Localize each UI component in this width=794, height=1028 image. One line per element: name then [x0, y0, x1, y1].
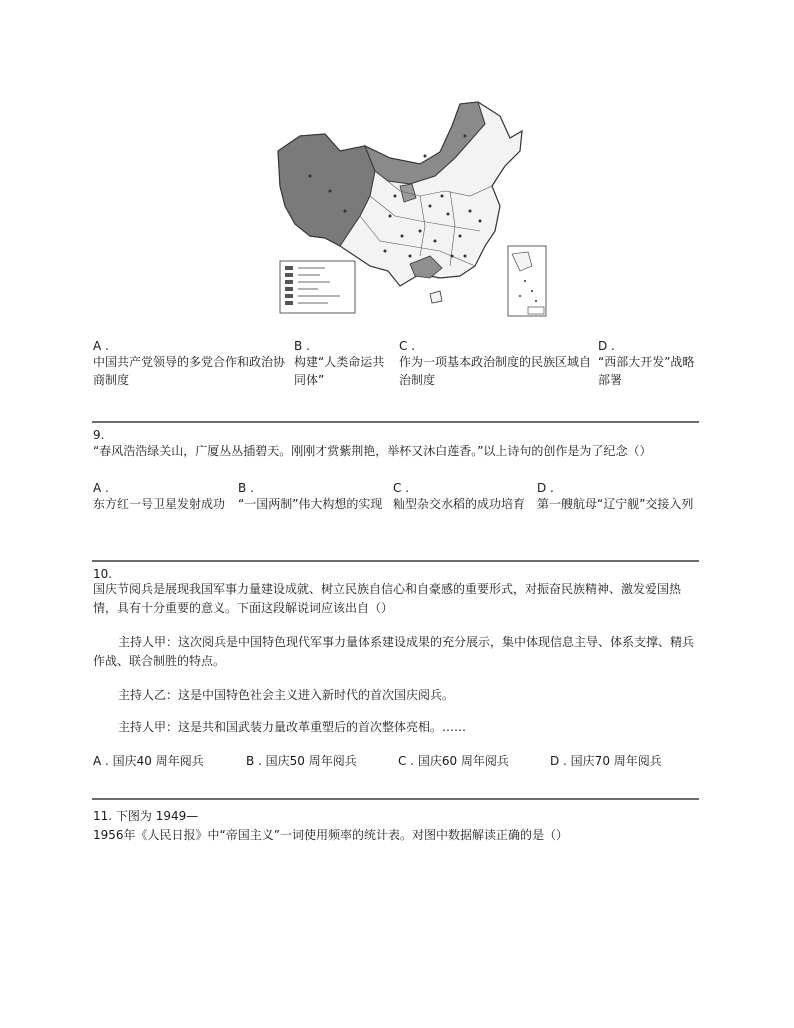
divider-q8-q9: [92, 421, 699, 423]
q8-option-c-text: 作为一项基本政治制度的民族区域自治制度: [399, 355, 592, 387]
q8-option-a[interactable]: [93, 339, 288, 389]
q8-option-d-text: “西部大开发”战略部署: [598, 355, 695, 387]
q9-option-c-letter: C .: [393, 481, 410, 495]
china-map-figure: [270, 96, 550, 321]
q10-options: [93, 752, 703, 772]
q8-option-b-letter: B .: [294, 339, 310, 353]
q10-option-c[interactable]: C . 国庆60 周年阅兵: [398, 754, 509, 768]
q10-stem: 国庆节阅兵是展现我国军事力量建设成就、树立民族自信心和自豪感的重要形式，对振奋民族精神、激发爱国热情，具有十分重要的意义。下面这段解说词应该出自（）: [93, 582, 682, 615]
divider-q10-q11: [92, 798, 699, 800]
q10-host-line-3: 主持人甲：这是共和国武装力量改革重塑后的首次整体亮相。……: [118, 720, 467, 734]
q9-option-b-letter: B .: [238, 481, 254, 495]
q8-option-a-letter: A .: [93, 339, 109, 353]
q11-line-2: 1956年《人民日报》中“帝国主义”一词使用频率的统计表。对图中数据解读正确的是（）: [93, 828, 568, 842]
q9-option-b-text: “一国两制”伟大构想的实现: [238, 497, 383, 511]
q9-option-a-letter: A .: [93, 481, 109, 495]
q9-stem: “春风浩浩绿关山，广厦丛丛插碧天。刚刚才赏紫荆艳，举杯又沐白莲香。”以上诗句的创作是为了纪念（）: [93, 444, 652, 458]
q9-option-d-text: 第一艘航母“辽宁舰”交接入列: [537, 497, 694, 511]
q10-host-line-2: 主持人乙：这是中国特色社会主义进入新时代的首次国庆阅兵。: [118, 688, 455, 702]
q10-option-d[interactable]: D . 国庆70 周年阅兵: [550, 754, 662, 768]
q9-option-b[interactable]: [238, 481, 388, 513]
q9-option-c[interactable]: [393, 481, 533, 513]
q10-option-a[interactable]: A . 国庆40 周年阅兵: [93, 754, 204, 768]
q9-option-d-letter: D .: [537, 481, 554, 495]
q8-option-a-text: 中国共产党领导的多党合作和政治协商制度: [93, 355, 286, 387]
divider-q9-q10: [92, 560, 699, 562]
china-map-image: [270, 96, 550, 321]
q9-option-c-text: 籼型杂交水稻的成功培育: [393, 497, 526, 511]
q8-option-d-letter: D .: [598, 339, 615, 353]
q9-option-d[interactable]: [537, 481, 702, 513]
q11-line-1: 11. 下图为 1949—: [93, 809, 199, 823]
q9-option-a[interactable]: [93, 481, 233, 513]
q8-option-b[interactable]: [294, 339, 394, 389]
q8-option-b-text: 构建“人类命运共同体”: [294, 355, 385, 387]
q10-number: 10.: [93, 567, 113, 581]
q9-number: 9.: [93, 428, 105, 442]
q8-option-c[interactable]: [399, 339, 594, 389]
q10-host-line-1: 主持人甲：这次阅兵是中国特色现代军事力量体系建设成果的充分展示，集中体现信息主导、体系支撑、精兵作战、联合制胜的特点。: [93, 635, 695, 668]
q10-option-b[interactable]: B . 国庆50 周年阅兵: [246, 754, 357, 768]
q9-option-a-text: 东方红一号卫星发射成功: [93, 497, 226, 511]
q8-option-c-letter: C .: [399, 339, 416, 353]
q8-option-d[interactable]: [598, 339, 698, 389]
